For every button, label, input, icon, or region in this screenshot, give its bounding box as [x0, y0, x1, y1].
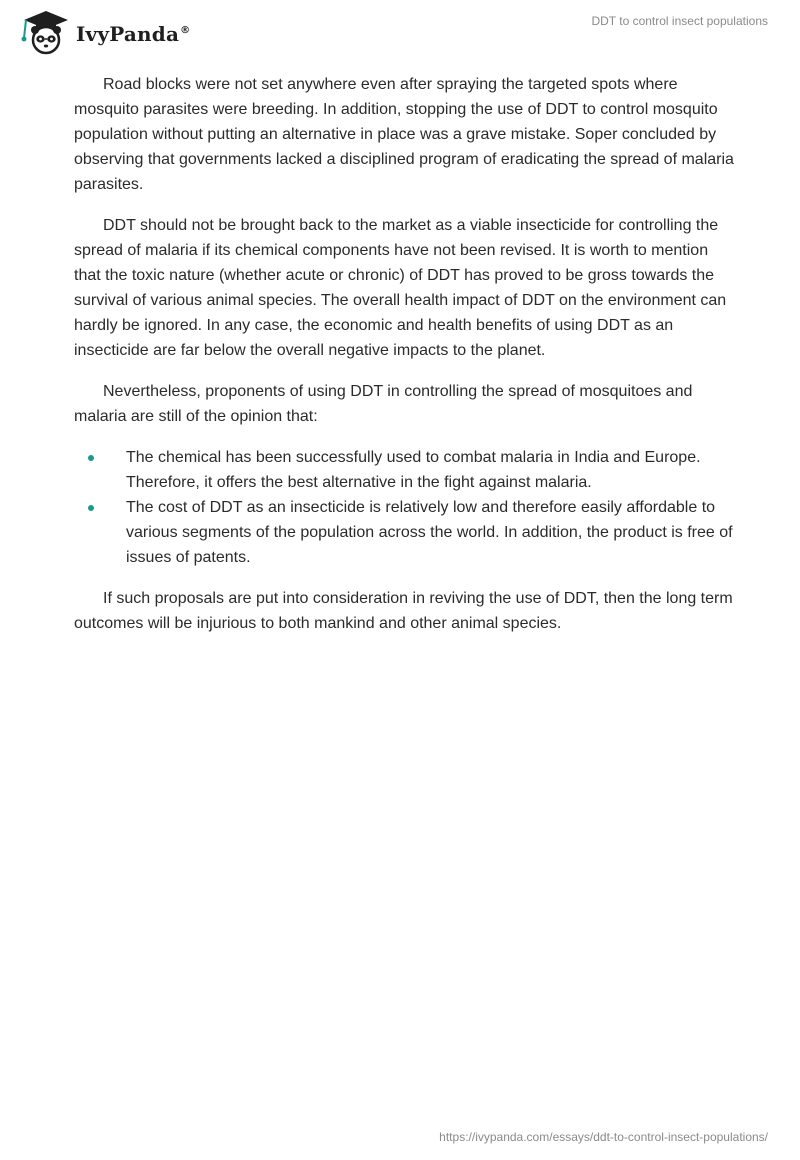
source-url[interactable]: https://ivypanda.com/essays/ddt-to-control-insect-populations/	[439, 1130, 768, 1144]
panda-graduation-cap-icon	[16, 8, 72, 56]
logo[interactable]	[16, 8, 190, 56]
logo-name: IvyPanda	[76, 22, 180, 46]
paragraph: Nevertheless, proponents of using DDT in controlling the spread of mosquitoes and malaria are still of the opinion that:	[74, 383, 693, 425]
bullet-dot-icon	[88, 505, 94, 511]
document-title: DDT to control insect populations	[591, 14, 768, 28]
paragraph: If such proposals are put into consideration in reviving the use of DDT, then the long term outcomes will be injurious to both mankind and other animal species.	[74, 590, 733, 632]
registered-mark: ®	[180, 25, 191, 37]
bullet-list	[74, 445, 734, 570]
list-item-text: The cost of DDT as an insecticide is relatively low and therefore easily affordable to various segments of the population across the world. In addition, the product is free of issues of patents.	[126, 499, 733, 566]
list-item-text: The chemical has been successfully used to combat malaria in India and Europe. Therefore, it offers the best alternative in the fight against malaria.	[126, 449, 701, 491]
essay-body	[74, 72, 734, 652]
paragraph: Road blocks were not set anywhere even after spraying the targeted spots where mosquito parasites were breeding. In addition, stopping the use of DDT to control mosquito population without putting an alternative in place was a grave mistake. Soper concluded by observing that governments lacked a disciplined program of eradicating the spread of malaria parasites.	[74, 76, 734, 193]
logo-wordmark	[76, 22, 190, 46]
paragraph: DDT should not be brought back to the market as a viable insecticide for controlling the spread of malaria if its chemical components have not been revised. It is worth to mention that the toxic nature (whether acute or chronic) of DDT has proved to be gross towards the survival of various animal species. The overall health impact of DDT on the environment can hardly be ignored. In any case, the economic and health benefits of using DDT as an insecticide are far below the overall negative impacts to the planet.	[74, 217, 727, 359]
list-item	[74, 445, 734, 495]
page-header	[0, 0, 800, 64]
bullet-dot-icon	[88, 455, 94, 461]
list-item	[74, 495, 734, 570]
